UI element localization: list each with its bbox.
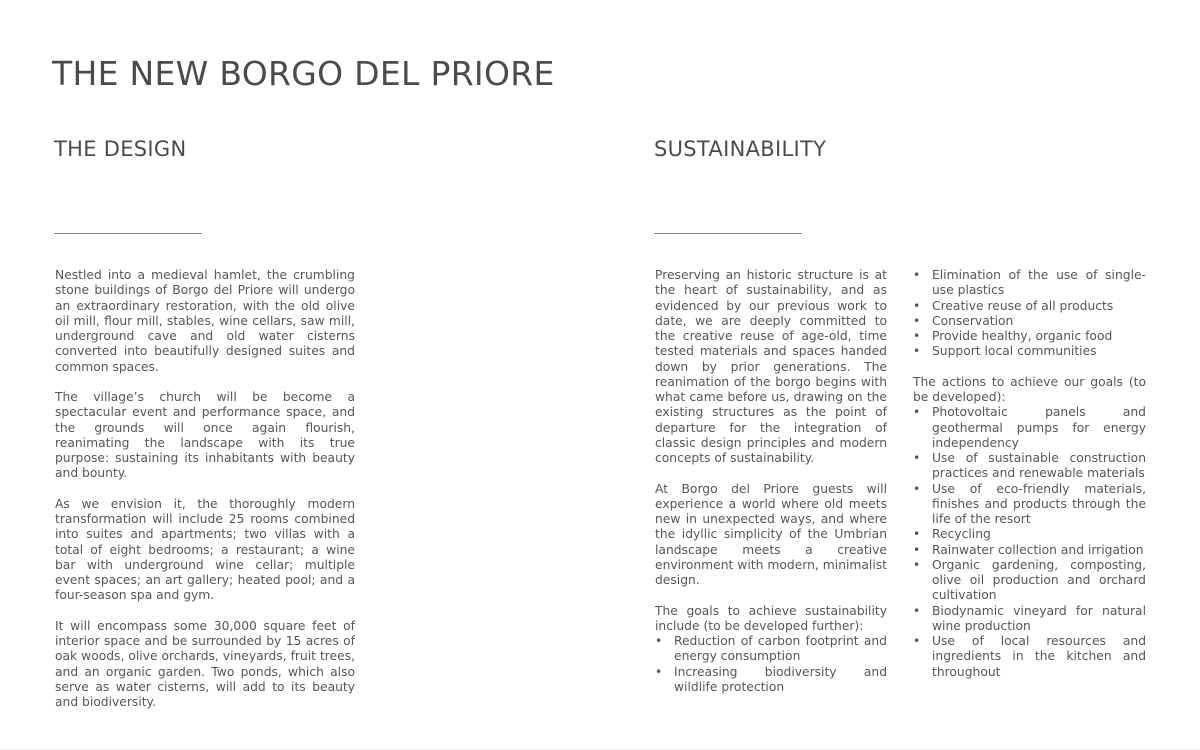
goals-list-part-1 [655, 634, 887, 695]
goal-text: Creative reuse of all products [932, 298, 1114, 313]
list-item [913, 329, 1146, 344]
bullet-icon: • [655, 634, 663, 648]
sustainability-column-right [913, 268, 1146, 680]
list-item [913, 299, 1146, 314]
list-item [913, 482, 1146, 528]
list-item [913, 604, 1146, 635]
list-item [913, 344, 1146, 359]
actions-intro: The actions to achieve our goals (to be developed): [913, 374, 1146, 404]
bullet-icon: • [913, 329, 921, 343]
goals-list-part-2 [913, 268, 1146, 360]
goals-intro: The goals to achieve sustainability include (to be developed further): [655, 603, 887, 633]
goal-text: Support local communities [932, 344, 1097, 359]
design-column [55, 268, 355, 710]
design-paragraph-1: Nestled into a medieval hamlet, the crumbling stone buildings of Borgo del Priore will undergo an extraordinary restoration, with the old olive oil mill, flour mill, stables, wine cellars, saw mill, underground cave and old water cisterns converted into beautifully designed suites and common spaces. [55, 268, 355, 374]
action-text: Organic gardening, composting, olive oil production and orchard cultivation [932, 557, 1146, 603]
sustainability-paragraph-2: At Borgo del Priore guests will experience a world where old meets new in unexpected ways, and where the idyllic simplicity of the Umbrian landscape meets a creative environment with modern, minimalist design. [655, 481, 887, 587]
list-item [913, 268, 1146, 299]
sustainability-divider [654, 233, 802, 234]
bullet-icon: • [655, 664, 663, 679]
list-item [913, 634, 1146, 680]
list-item [913, 543, 1146, 558]
bullet-icon: • [913, 603, 921, 618]
design-paragraph-3: As we envision it, the thoroughly modern transformation will include 25 rooms combined into suites and apartments; two villas with a total of eight bedrooms; a restaurant; a wine bar with underground wine cellar; multiple event spaces; an art gallery; heated pool; and a four-season spa and gym. [55, 496, 355, 603]
bullet-icon: • [913, 451, 921, 465]
bullet-icon: • [913, 542, 921, 557]
design-heading: THE DESIGN [54, 137, 187, 161]
goal-text: Provide healthy, organic food [932, 329, 1113, 343]
list-item [913, 558, 1146, 604]
bullet-icon: • [913, 405, 921, 420]
bullet-icon: • [913, 557, 921, 572]
sustainability-paragraph-1: Preserving an historic structure is at the heart of sustainability, and as evidenced by our previous work to date, we are deeply committed to the creative reuse of age-old, time tested materials and spaces handed down by prior generations. The reanimation of the borgo begins with what came before us, drawing on the existing structures as the point of departure for the integration of classic design principles and modern concepts of sustainability. [655, 268, 887, 465]
goal-text: Conservation [932, 313, 1014, 328]
bullet-icon: • [913, 634, 921, 648]
action-text: Recycling [932, 527, 991, 542]
design-paragraph-4: It will encompass some 30,000 square feet of interior space and be surrounded by 15 acres of oak woods, olive orchards, vineyards, fruit trees, and an organic garden. Two ponds, which also serve as water cisterns, will add to its beauty and biodiversity. [55, 618, 355, 709]
action-text: Photovoltaic panels and geothermal pumps for energy independency [932, 405, 1146, 450]
bullet-icon: • [913, 298, 921, 313]
action-text: Use of local resources and ingredients in the kitchen and throughout [932, 634, 1146, 679]
list-item [913, 405, 1146, 451]
list-item [655, 634, 887, 665]
action-text: Use of sustainable construction practices and renewable materials [932, 451, 1146, 481]
sustainability-column-left [655, 268, 887, 710]
page-title: THE NEW BORGO DEL PRIORE [52, 54, 555, 93]
design-divider [54, 233, 202, 234]
list-item [913, 451, 1146, 482]
goal-text: Increasing biodiversity and wildlife protection [674, 664, 887, 694]
action-text: Biodynamic vineyard for natural wine production [932, 603, 1146, 633]
list-item [655, 665, 887, 696]
bullet-icon: • [913, 313, 921, 328]
action-text: Use of eco-friendly materials, finishes and products through the life of the resort [932, 481, 1146, 526]
design-paragraph-2: The village’s church will be become a spectacular event and performance space, and the grounds will once again flourish, reanimating the landscape with its true purpose: sustaining its inhabitants with beauty and bounty. [55, 390, 355, 481]
actions-list [913, 405, 1146, 680]
action-text: Rainwater collection and irrigation [932, 542, 1144, 557]
sustainability-heading: SUSTAINABILITY [654, 137, 827, 161]
bullet-icon: • [913, 268, 921, 282]
list-item [913, 314, 1146, 329]
goal-text: Reduction of carbon footprint and energy consumption [674, 634, 887, 664]
bullet-icon: • [913, 481, 921, 496]
bullet-icon: • [913, 527, 921, 542]
goal-text: Elimination of the use of single-use plastics [932, 268, 1146, 298]
list-item [913, 527, 1146, 542]
bullet-icon: • [913, 344, 921, 359]
